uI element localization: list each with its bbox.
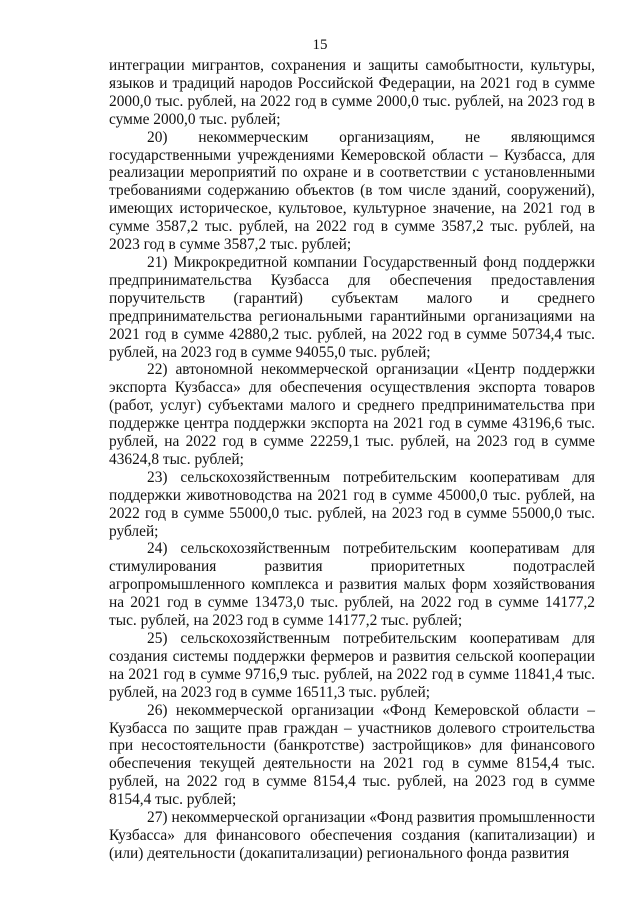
- paragraph-item-21: 21) Микрокредитной компании Государственный фонд поддержки предпринимательства Кузбасса для обеспечения предоставления поручительств (гарантий) субъектам малого и среднего предпринимательства региональными гарантийными организациями на 2021 год в сумме 42880,2 тыс. рублей, на 2022 год в сумме 50734,4 тыс. рублей, на 2023 год в сумме 94055,0 тыс. рублей;: [109, 253, 595, 361]
- paragraph-item-27: 27) некоммерческой организации «Фонд развития промышленности Кузбасса» для финансового обеспечения создания (капитализации) и (или) деятельности (докапитализации) регионального фонда развития: [109, 809, 595, 862]
- paragraph-item-24: 24) сельскохозяйственным потребительским кооперативам для стимулирования развития приоритетных подотраслей агропромышленного комплекса и развития малых форм хозяйствования на 2021 год в сумме 13473,0 тыс. рублей, на 2022 год в сумме 14177,2 тыс. рублей, на 2023 год в сумме 14177,2 тыс. рублей;: [109, 540, 595, 630]
- paragraph-item-22: 22) автономной некоммерческой организации «Центр поддержки экспорта Кузбасса» для обеспечения осуществления экспорта товаров (работ, услуг) субъектами малого и среднего предпринимательства при поддержке центра поддержки экспорта на 2021 год в сумме 43196,6 тыс. рублей, на 2022 год в сумме 22259,1 тыс. рублей, на 2023 год в сумме 43624,8 тыс. рублей;: [109, 361, 595, 468]
- paragraph-item-26: 26) некоммерческой организации «Фонд Кемеровской области – Кузбасса по защите прав граждан – участников долевого строительства при несостоятельности (банкротстве) застройщиков» для финансового обеспечения текущей деятельности на 2021 год в сумме 8154,4 тыс. рублей, на 2022 год в сумме 8154,4 тыс. рублей, на 2023 год в сумме 8154,4 тыс. рублей;: [109, 701, 595, 809]
- document-body: [109, 57, 595, 863]
- paragraph-item-20: 20) некоммерческим организациям, не являющимся государственными учреждениями Кемеровской области – Кузбасса, для реализации мероприятий по охране и в соответствии с установленными требованиями содержанию объектов (в том числе зданий, сооружений), имеющих историческое, культовое, культурное значение, на 2021 год в сумме 3587,2 тыс. рублей, на 2022 год в сумме 3587,2 тыс. рублей, на 2023 год в сумме 3587,2 тыс. рублей;: [109, 128, 595, 254]
- paragraph-continuation: интеграции мигрантов, сохранения и защиты самобытности, культуры, языков и традиций народов Российской Федерации, на 2021 год в сумме 2000,0 тыс. рублей, на 2022 год в сумме 2000,0 тыс. рублей, на 2023 год в сумме 2000,0 тыс. рублей;: [109, 57, 595, 128]
- paragraph-item-25: 25) сельскохозяйственным потребительским кооперативам для создания системы поддержки фермеров и развития сельской кооперации на 2021 год в сумме 9716,9 тыс. рублей, на 2022 год в сумме 11841,4 тыс. рублей, на 2023 год в сумме 16511,3 тыс. рублей;: [109, 630, 595, 701]
- page-number: 15: [312, 37, 328, 53]
- paragraph-item-23: 23) сельскохозяйственным потребительским кооперативам для поддержки животноводства на 2021 год в сумме 45000,0 тыс. рублей, на 2022 год в сумме 55000,0 тыс. рублей, на 2023 год в сумме 55000,0 тыс. рублей;: [109, 468, 595, 540]
